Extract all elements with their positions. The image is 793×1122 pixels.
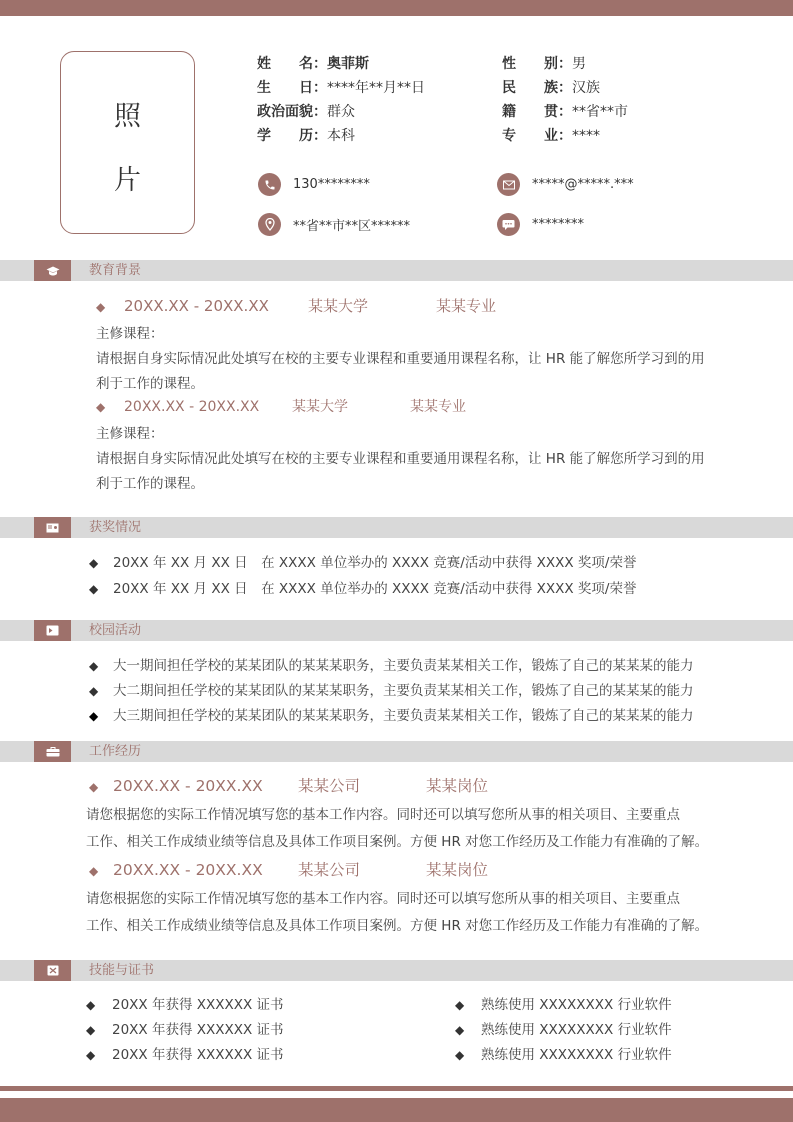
info-politics <box>257 101 355 121</box>
diamond-bullet: ◆ <box>96 300 106 314</box>
diamond-bullet: ◆ <box>455 1023 465 1037</box>
award-text: 20XX 年 XX 月 XX 日 在 XXXX 单位举办的 XXXX 竞赛/活动中获得 XXXX 奖项/荣誉 <box>113 581 637 597</box>
chat-bubble-icon <box>497 213 520 236</box>
skill-software-text: 熟练使用 XXXXXXXX 行业软件 <box>481 997 672 1013</box>
skill-software-item <box>455 1018 672 1038</box>
diamond-bullet: ◆ <box>455 1048 465 1062</box>
info-birth <box>257 77 425 97</box>
skill-software-item <box>455 993 672 1013</box>
skill-cert-text: 20XX 年获得 XXXXXX 证书 <box>112 1022 284 1038</box>
skill-cert-text: 20XX 年获得 XXXXXX 证书 <box>112 997 284 1013</box>
diamond-bullet: ◆ <box>89 780 99 794</box>
work-entry-2-desc-line2: 工作、相关工作成绩业绩等信息及具体工作项目案例。方便 HR 对您工作经历及工作能力有准确的了解。 <box>86 918 709 934</box>
work-position: 某某岗位 <box>426 861 489 879</box>
top-accent-bar <box>0 0 793 16</box>
photo-label-line1: 照 <box>114 101 141 132</box>
contact-chat <box>497 213 584 236</box>
contact-address <box>258 213 410 236</box>
email-value: *****@*****.*** <box>532 177 634 192</box>
diamond-bullet: ◆ <box>89 659 99 673</box>
info-gender <box>502 53 586 73</box>
info-politics-value: 群众 <box>327 104 355 120</box>
work-entry-1-header <box>89 774 488 796</box>
education-entry-1-course-label: 主修课程： <box>96 326 164 342</box>
skill-software-text: 熟练使用 XXXXXXXX 行业软件 <box>481 1047 672 1063</box>
info-gender-label: 性 别： <box>502 56 572 72</box>
location-pin-icon <box>258 213 281 236</box>
tools-icon <box>34 960 71 981</box>
section-title-work: 工作经历 <box>89 744 142 759</box>
education-entry-1-desc-line2: 利于工作的课程。 <box>96 376 204 392</box>
work-period: 20XX.XX - 20XX.XX <box>113 777 263 795</box>
diamond-bullet: ◆ <box>89 709 99 723</box>
briefcase-icon <box>34 741 71 762</box>
education-school: 某某大学 <box>308 297 369 315</box>
info-degree-value: 本科 <box>327 128 355 144</box>
work-position: 某某岗位 <box>426 777 489 795</box>
diamond-bullet: ◆ <box>86 1023 96 1037</box>
info-ethnicity <box>502 77 600 97</box>
campus-text: 大一期间担任学校的某某团队的某某某职务，主要负责某某相关工作，锻炼了自己的某某某的能力 <box>113 658 694 674</box>
education-major: 某某专业 <box>436 297 497 315</box>
bottom-accent-line <box>0 1086 793 1091</box>
info-major <box>502 125 600 145</box>
skill-software-item <box>455 1043 672 1063</box>
award-text: 20XX 年 XX 月 XX 日 在 XXXX 单位举办的 XXXX 竞赛/活动中获得 XXXX 奖项/荣誉 <box>113 555 637 571</box>
skill-cert-item <box>86 1043 284 1063</box>
info-major-label: 专 业： <box>502 128 572 144</box>
address-value: **省**市**区****** <box>293 219 411 234</box>
info-degree-label: 学 历： <box>257 128 327 144</box>
campus-item <box>89 704 694 724</box>
education-entry-2-header <box>96 396 466 416</box>
diamond-bullet: ◆ <box>86 998 96 1012</box>
skill-cert-item <box>86 993 284 1013</box>
diamond-bullet: ◆ <box>89 556 99 570</box>
info-degree <box>257 125 355 145</box>
section-title-skills: 技能与证书 <box>89 963 155 978</box>
info-ethnicity-label: 民 族： <box>502 80 572 96</box>
info-name <box>257 53 369 73</box>
certificate-icon <box>34 517 71 538</box>
section-header-skills <box>0 960 793 981</box>
campus-item <box>89 654 694 674</box>
education-entry-2-desc-line2: 利于工作的课程。 <box>96 476 204 492</box>
campus-text: 大三期间担任学校的某某团队的某某某职务，主要负责某某相关工作，锻炼了自己的某某某的能力 <box>113 708 694 724</box>
work-entry-2-header <box>89 858 488 880</box>
award-item <box>89 551 636 571</box>
skill-cert-item <box>86 1018 284 1038</box>
section-header-awards <box>0 517 793 538</box>
education-period: 20XX.XX - 20XX.XX <box>124 297 269 315</box>
phone-icon <box>258 173 281 196</box>
education-period: 20XX.XX - 20XX.XX <box>124 399 260 415</box>
section-header-work <box>0 741 793 762</box>
education-major: 某某专业 <box>410 399 466 415</box>
education-entry-1-desc-line1: 请根据自身实际情况此处填写在校的主要专业课程和重要通用课程名称，让 HR 能了解您所学习到的用 <box>96 351 705 367</box>
section-title-awards: 获奖情况 <box>89 520 142 535</box>
envelope-icon <box>497 173 520 196</box>
award-item <box>89 577 636 597</box>
diamond-bullet: ◆ <box>89 684 99 698</box>
info-major-value: **** <box>572 128 600 144</box>
phone-value: 130******** <box>293 177 370 192</box>
section-title-campus: 校园活动 <box>89 623 142 638</box>
diamond-bullet: ◆ <box>89 582 99 596</box>
diamond-bullet: ◆ <box>86 1048 96 1062</box>
work-entry-1-desc-line1: 请您根据您的实际工作情况填写您的基本工作内容。同时还可以填写您所从事的相关项目、主要重点 <box>86 807 680 823</box>
work-entry-2-desc-line1: 请您根据您的实际工作情况填写您的基本工作内容。同时还可以填写您所从事的相关项目、主要重点 <box>86 891 680 907</box>
diamond-bullet: ◆ <box>96 400 106 414</box>
work-company: 某某公司 <box>298 777 361 795</box>
diamond-bullet: ◆ <box>89 864 99 878</box>
skill-cert-text: 20XX 年获得 XXXXXX 证书 <box>112 1047 284 1063</box>
info-ethnicity-value: 汉族 <box>572 80 600 96</box>
campus-item <box>89 679 694 699</box>
contact-phone <box>258 173 370 196</box>
info-birth-value: ****年**月**日 <box>327 80 425 96</box>
info-origin-value: **省**市 <box>572 104 628 120</box>
info-name-label: 姓 名： <box>257 56 327 72</box>
skill-software-text: 熟练使用 XXXXXXXX 行业软件 <box>481 1022 672 1038</box>
section-header-campus <box>0 620 793 641</box>
info-politics-label: 政治面貌： <box>257 104 327 120</box>
campus-text: 大二期间担任学校的某某团队的某某某职务，主要负责某某相关工作，锻炼了自己的某某某的能力 <box>113 683 694 699</box>
education-entry-2-course-label: 主修课程： <box>96 426 164 442</box>
info-birth-label: 生 日： <box>257 80 327 96</box>
work-entry-1-desc-line2: 工作、相关工作成绩业绩等信息及具体工作项目案例。方便 HR 对您工作经历及工作能力有准确的了解。 <box>86 834 709 850</box>
work-company: 某某公司 <box>298 861 361 879</box>
section-header-education <box>0 260 793 281</box>
info-gender-value: 男 <box>572 56 586 72</box>
bottom-accent-bar <box>0 1098 793 1122</box>
work-period: 20XX.XX - 20XX.XX <box>113 861 263 879</box>
diamond-bullet: ◆ <box>455 998 465 1012</box>
graduation-cap-icon <box>34 260 71 281</box>
education-entry-2-desc-line1: 请根据自身实际情况此处填写在校的主要专业课程和重要通用课程名称，让 HR 能了解您所学习到的用 <box>96 451 705 467</box>
flag-icon <box>34 620 71 641</box>
info-origin-label: 籍 贯： <box>502 104 572 120</box>
info-name-value: 奥菲斯 <box>327 56 369 72</box>
contact-email <box>497 173 634 196</box>
education-school: 某某大学 <box>292 399 348 415</box>
chat-value: ******** <box>532 217 584 232</box>
photo-label-line2: 片 <box>114 165 141 196</box>
education-entry-1-header <box>96 295 496 316</box>
photo-placeholder <box>60 51 195 234</box>
section-title-education: 教育背景 <box>89 263 142 278</box>
info-origin <box>502 101 628 121</box>
